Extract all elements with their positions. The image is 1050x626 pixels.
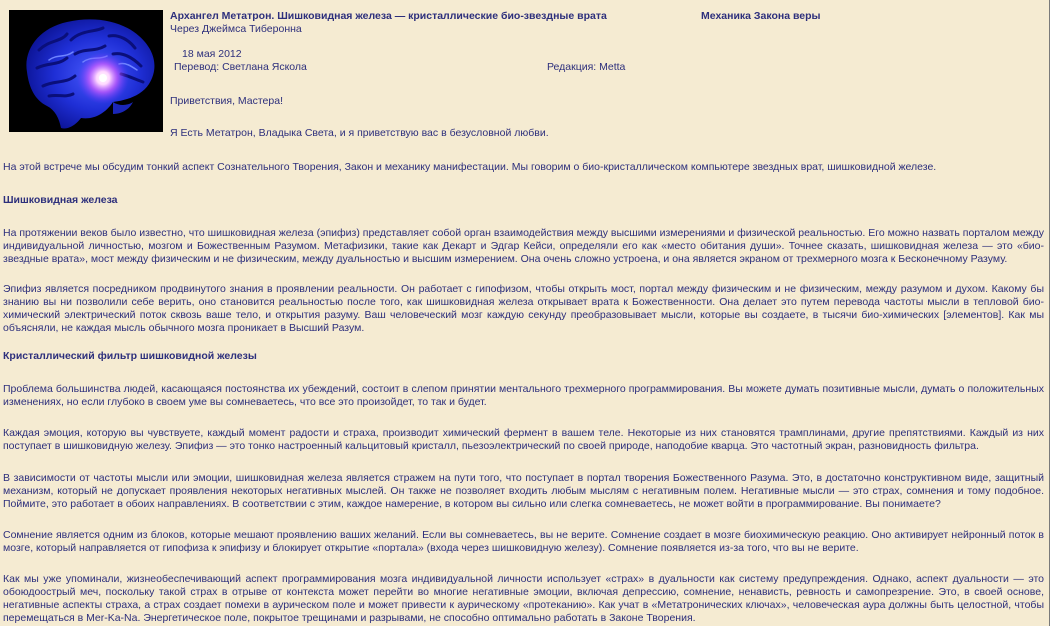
paragraph-6: Сомнение является одним из блоков, которые мешают проявлению ваших желаний. Если вы сомневаетесь, вы не верите. Сомнение создает в мозге биохимическую реакцию. Оно активирует нейронный поток в мозге, который направляется от гипофиза к эпифизу и блокирует открытие «портала» (входа через шишковидную железу). Сомнение появляется из-за того, что вы не верите.	[3, 529, 1044, 554]
article-title: Архангел Метатрон. Шишковидная железа — кристаллические био-звездные врата	[170, 10, 607, 22]
paragraph-2: Эпифиз является посредником продвинутого знания в проявлении реальности. Он работает с гипофизом, чтобы открыть мост, портал между физическим и не физическим, между разумом и духом. Какому бы знанию вы ни позволили себе верить, оно становится реальностью после того, как шишковидная железа открывает врата к Божественности. Она делает это путем перевода частоты мысли в тепловой био-химический электрический поток сквозь ваше тело, и открытия разуму. Ваш человеческий мозг каждую секунду преобразовывает мысли, которые вы создаете, в тысячи био-химических [элементов]. Как мы объясняли, не каждая мысль обычного мозга проникает в Высший Разум.	[3, 283, 1044, 334]
category-label: Механика Закона веры	[701, 10, 821, 22]
paragraph-3: Проблема большинства людей, касающаяся постоянства их убеждений, состоит в слепом принятии ментального трехмерного программирования. Вы можете думать позитивные мысли, думать о положительных изменениях, но если глубоко в своем уме вы сомневаетесь, что все это произойдет, то так и будет.	[3, 383, 1044, 408]
paragraph-4: Каждая эмоция, которую вы чувствуете, каждый момент радости и страха, производит химический фермент в вашем теле. Некоторые из них становятся трамплинами, другие препятствиями. Каждый из них поступает в шишковидную железу. Эпифиз — это тонко настроенный кальцитовый кристалл, пьезоэлектрический по своей природе, наподобие кварца. Это частотный экран, разновидность фильтра.	[3, 427, 1044, 452]
translation-credit: Перевод: Светлана Яскола	[174, 61, 307, 73]
paragraph-7: Как мы уже упоминали, жизнеобеспечивающий аспект программирования мозга индивидуальной личности использует «страх» в дуальности как систему предупреждения. Однако, аспект дуальности — это обоюдоострый меч, поскольку такой страх в отрыве от контекста может перейти во многие негативные эмоции, включая депрессию, сомнение, ненависть, ревность и самопрезрение. Это, в своей основе, негативные аспекты страха, а страх создает помехи в аурическом поле и может привести к аурическому «протеканию». Как учат в «Метатронических ключах», человеческая аура должны быть целостной, чтобы перемещаться в Mer-Ka-Na. Энергетическое поле, покрытое трещинами и разрывами, не способно оптимально работать в Законе Творения.	[3, 573, 1044, 624]
paragraph-5: В зависимости от частоты мысли или эмоции, шишковидная железа является стражем на пути того, что поступает в портал творения Божественного Разума. Это, в достаточно конструктивном виде, защитный механизм, который не допускает проявления некоторых негативных мыслей. Он также не позволяет входить любым мыслям с негативным полем. Негативные мысли — это страх, сомнения и тому подобное. Поймите, это работает в обоих направлениях. В соответствии с этим, каждое намерение, в котором вы сильно или слегка сомневаетесь, не может войти в программирование. Вы понимаете?	[3, 472, 1044, 510]
brain-icon	[9, 10, 163, 132]
section-heading-pineal: Шишковидная железа	[3, 194, 118, 206]
channel-line: Через Джеймса Тиберонна	[170, 23, 302, 35]
paragraph-intro: На этой встрече мы обсудим тонкий аспект Сознательного Творения, Закон и механику манифестации. Мы говорим о био-кристаллическом компьютере звездных врат, шишковидной железе.	[3, 161, 937, 173]
editor-credit: Редакция: Metta	[547, 61, 626, 73]
paragraph-1: На протяжении веков было известно, что шишковидная железа (эпифиз) представляет собой орган взаимодействия между высшими измерениями и физической реальностью. Его можно назвать порталом между индивидуальной личностью, мозгом и Божественным Разумом. Метафизики, такие как Декарт и Эдгар Кейси, определяли его как «место обитания души». Точнее сказать, шишковидная железа — это «био-звездные врата», мост между физическим и не физическим, между дуальностью и высшим измерением. Она очень сложно устроена, и она является экраном от трехмерного мозга к Бесконечному Разуму.	[3, 227, 1044, 265]
publish-date: 18 мая 2012	[182, 48, 242, 60]
brain-pineal-glow-image	[9, 10, 163, 132]
greeting-line: Приветствия, Мастера!	[170, 95, 283, 107]
section-heading-crystal-filter: Кристаллический фильтр шишковидной железы	[3, 350, 257, 362]
intro-line: Я Есть Метатрон, Владыка Света, и я приветствую вас в безусловной любви.	[170, 127, 549, 139]
